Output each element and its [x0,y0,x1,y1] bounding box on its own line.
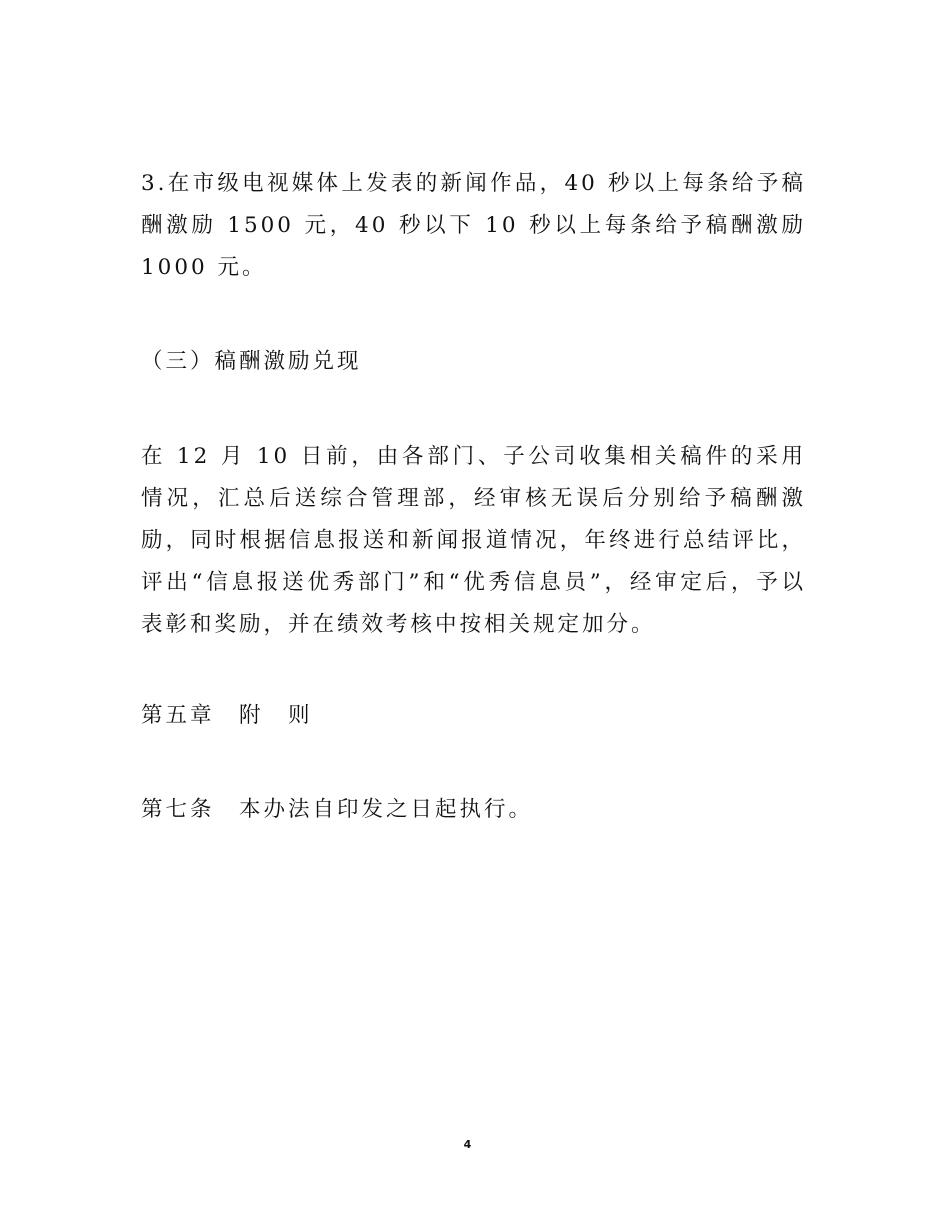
page-number: 4 [463,1138,472,1151]
paragraph-item-3: 3.在市级电视媒体上发表的新闻作品，40 秒以上每条给予稿酬激励 1500 元，40 秒以下 10 秒以上每条给予稿酬激励 1000 元。 [141,171,806,280]
document-body [141,163,806,831]
article-seven: 第七条 本办法自印发之日起执行。 [141,797,534,822]
paragraph-payout-procedure: 在 12 月 10 日前，由各部门、子公司收集相关稿件的采用情况，汇总后送综合管理部，经审核无误后分别给予稿酬激励，同时根据信息报送和新闻报道情况，年终进行总结评比，评出“信息报送优秀部门”和“优秀信息员”，经审定后，予以表彰和奖励，并在绩效考核中按相关规定加分。 [141,444,806,637]
chapter-heading-supplementary: 第五章 附 则 [141,703,313,728]
section-heading-remuneration-payout: （三）稿酬激励兑现 [141,349,362,374]
